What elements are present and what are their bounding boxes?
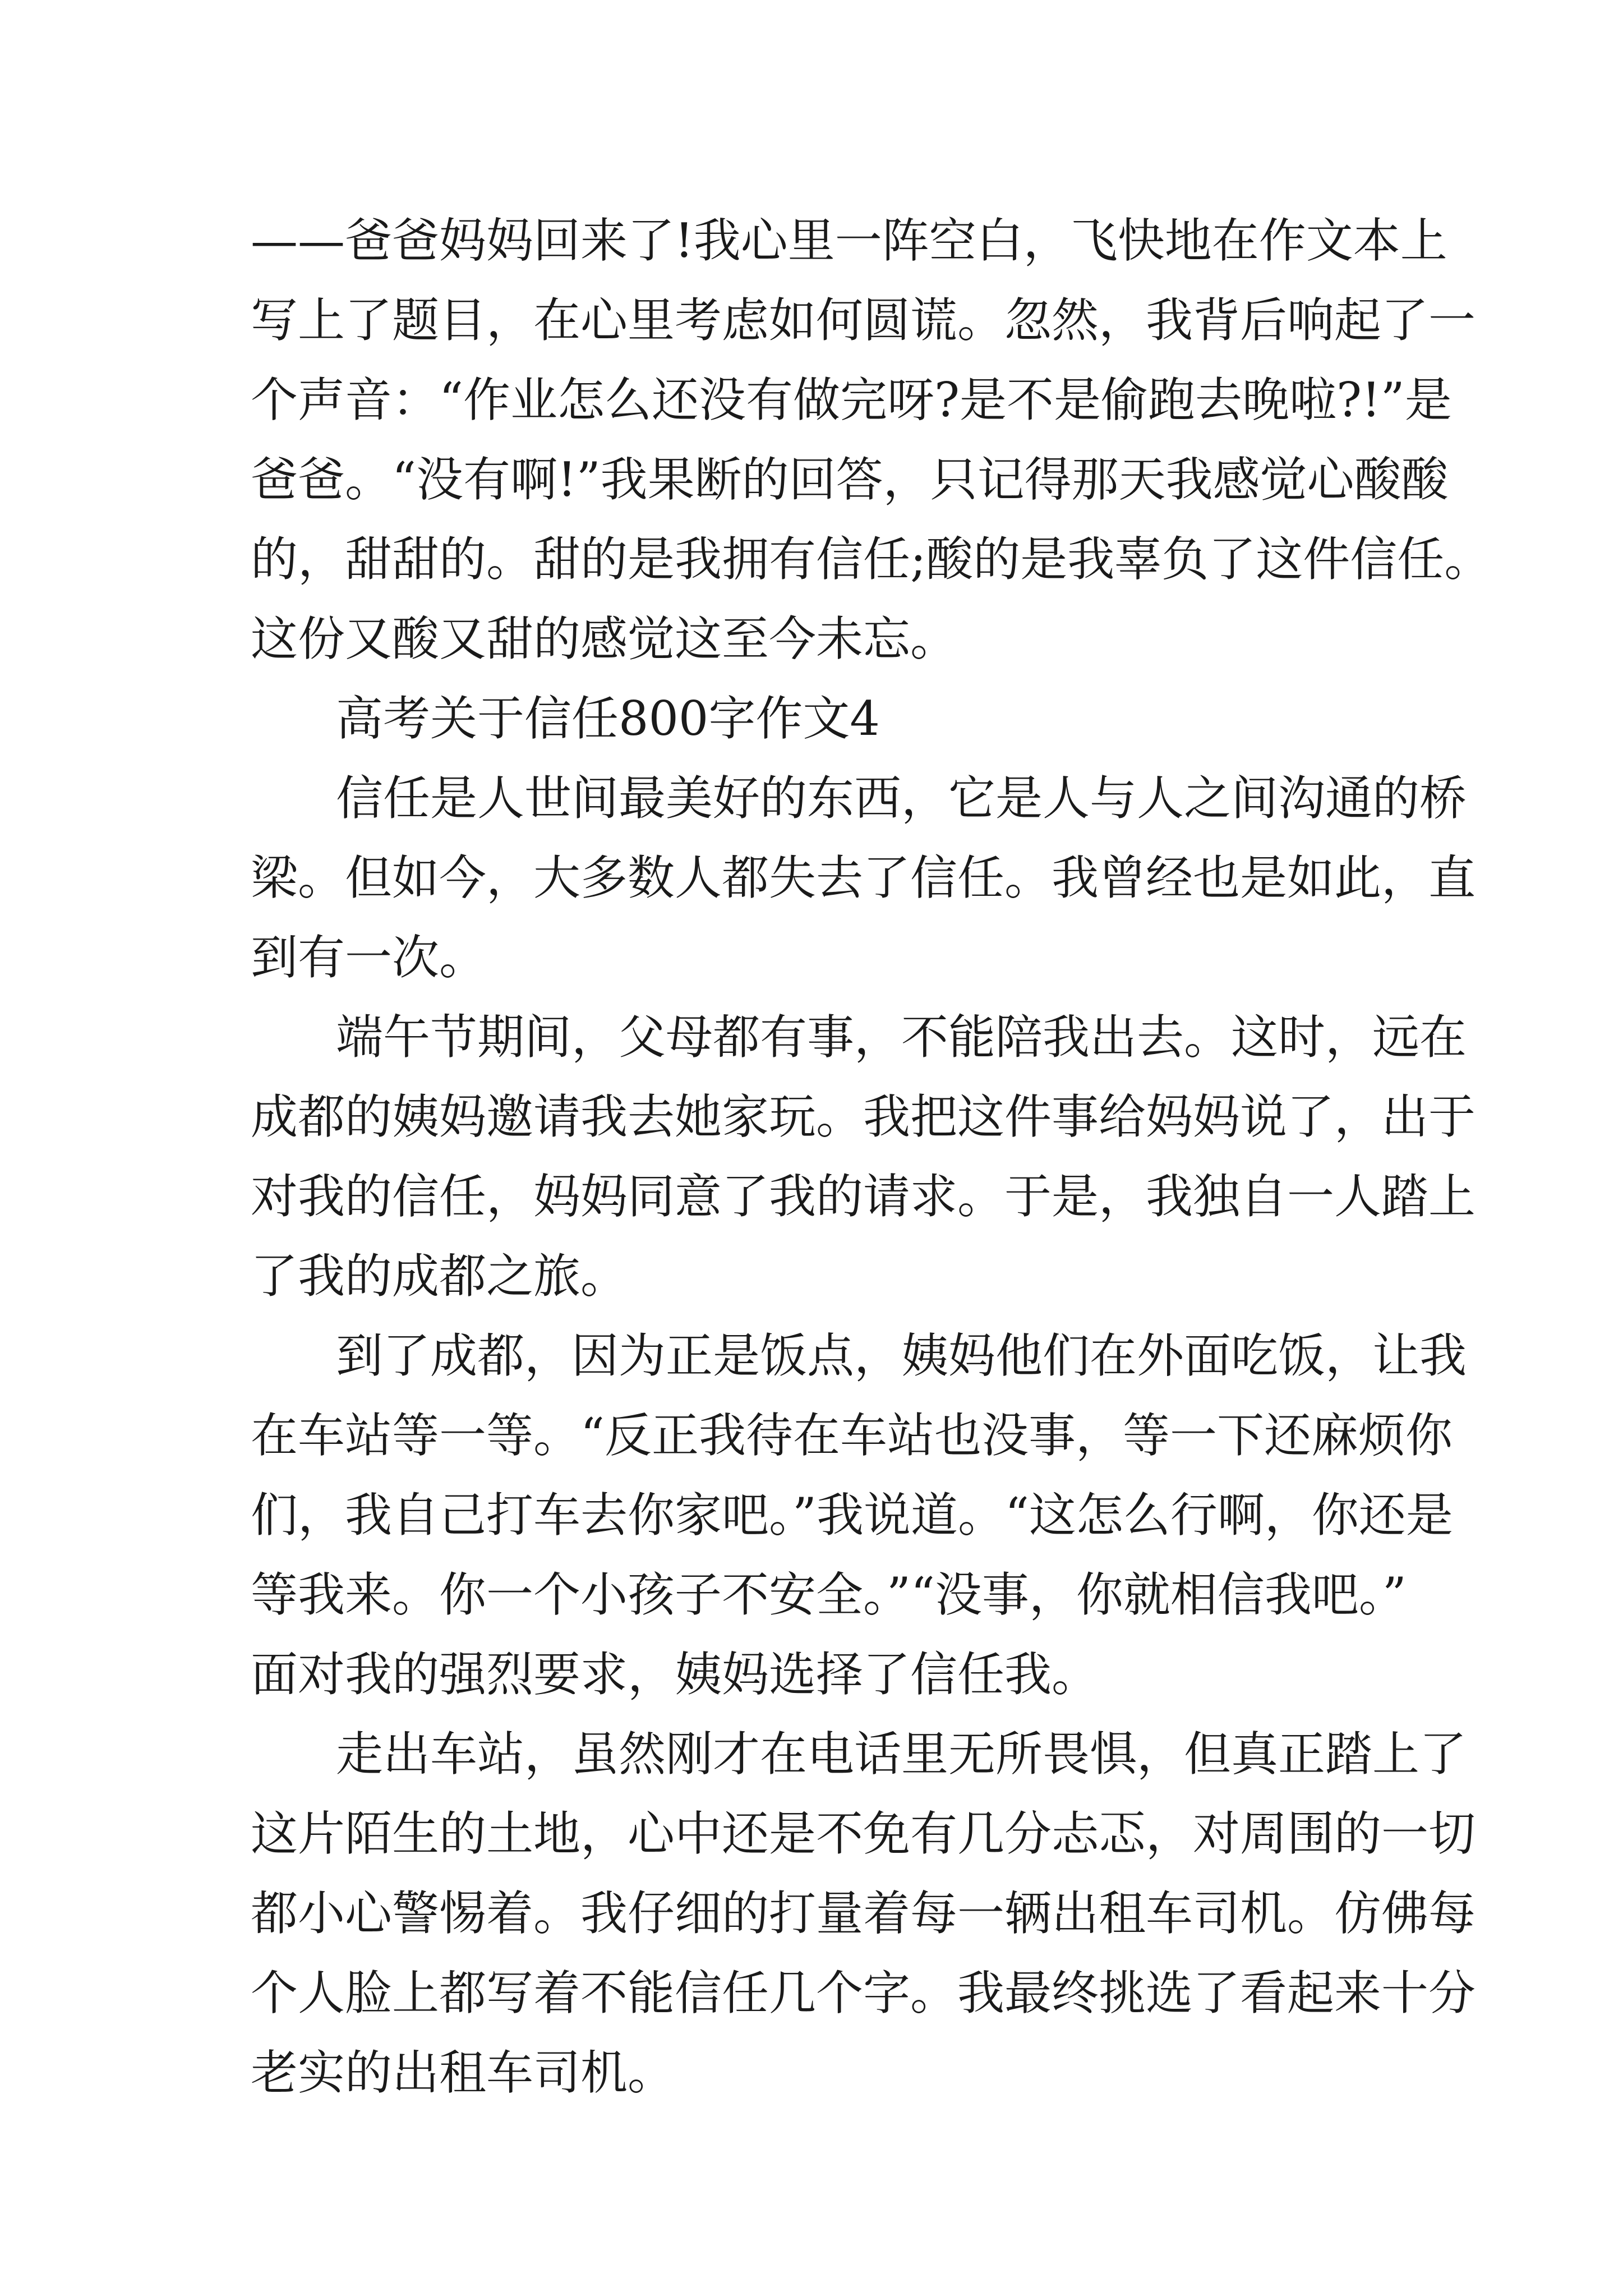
text-line: 端午节期间，父母都有事，不能陪我出去。这时，远在 <box>336 1010 1467 1065</box>
text-line: 这片陌生的土地，心中还是不免有几分忐忑，对周围的一切 <box>251 1806 1476 1861</box>
text-line: 面对我的强烈要求，姨妈选择了信任我。 <box>251 1647 1099 1702</box>
text-line: 信任是人世间最美好的东西，它是人与人之间沟通的桥 <box>336 771 1467 826</box>
text-line: 走出车站，虽然刚才在电话里无所畏惧，但真正踏上了 <box>336 1727 1467 1782</box>
text-line: 在车站等一等。“反正我待在车站也没事，等一下还麻烦你 <box>251 1408 1453 1463</box>
text-line: 到了成都，因为正是饭点，姨妈他们在外面吃饭，让我 <box>336 1328 1467 1383</box>
text-line: 成都的姨妈邀请我去她家玩。我把这件事给妈妈说了，出于 <box>251 1089 1476 1144</box>
text-line: 们，我自己打车去你家吧。”我说道。“这怎么行啊，你还是 <box>251 1488 1453 1543</box>
text-line: 都小心警惕着。我仔细的打量着每一辆出租车司机。仿佛每 <box>251 1886 1476 1941</box>
text-line: 老实的出租车司机。 <box>251 2045 675 2100</box>
essay-body <box>251 201 1492 2113</box>
text-line: 写上了题目，在心里考虑如何圆谎。忽然，我背后响起了一 <box>251 293 1476 348</box>
text-line: 对我的信任，妈妈同意了我的请求。于是，我独自一人踏上 <box>251 1169 1476 1224</box>
text-line: 到有一次。 <box>251 930 487 985</box>
text-line: 的，甜甜的。甜的是我拥有信任;酸的是我辜负了这件信任。 <box>251 532 1492 587</box>
text-line: 等我来。你一个小孩子不安全。”“没事，你就相信我吧。” <box>251 1567 1407 1622</box>
text-line: 爸爸。“没有啊!”我果断的回答，只记得那天我感觉心酸酸 <box>251 452 1449 507</box>
text-line: 这份又酸又甜的感觉这至今未忘。 <box>251 611 958 666</box>
text-line: 个人脸上都写着不能信任几个字。我最终挑选了看起来十分 <box>251 1966 1476 2021</box>
text-line: 梁。但如今，大多数人都失去了信任。我曾经也是如此，直 <box>251 850 1476 905</box>
section-heading: 高考关于信任800字作文4 <box>336 691 880 746</box>
text-line: ——爸爸妈妈回来了!我心里一阵空白，飞快地在作文本上 <box>251 213 1447 268</box>
text-line: 个声音：“作业怎么还没有做完呀?是不是偷跑去晚啦?!”是 <box>251 372 1452 427</box>
text-line: 了我的成都之旅。 <box>251 1249 628 1304</box>
